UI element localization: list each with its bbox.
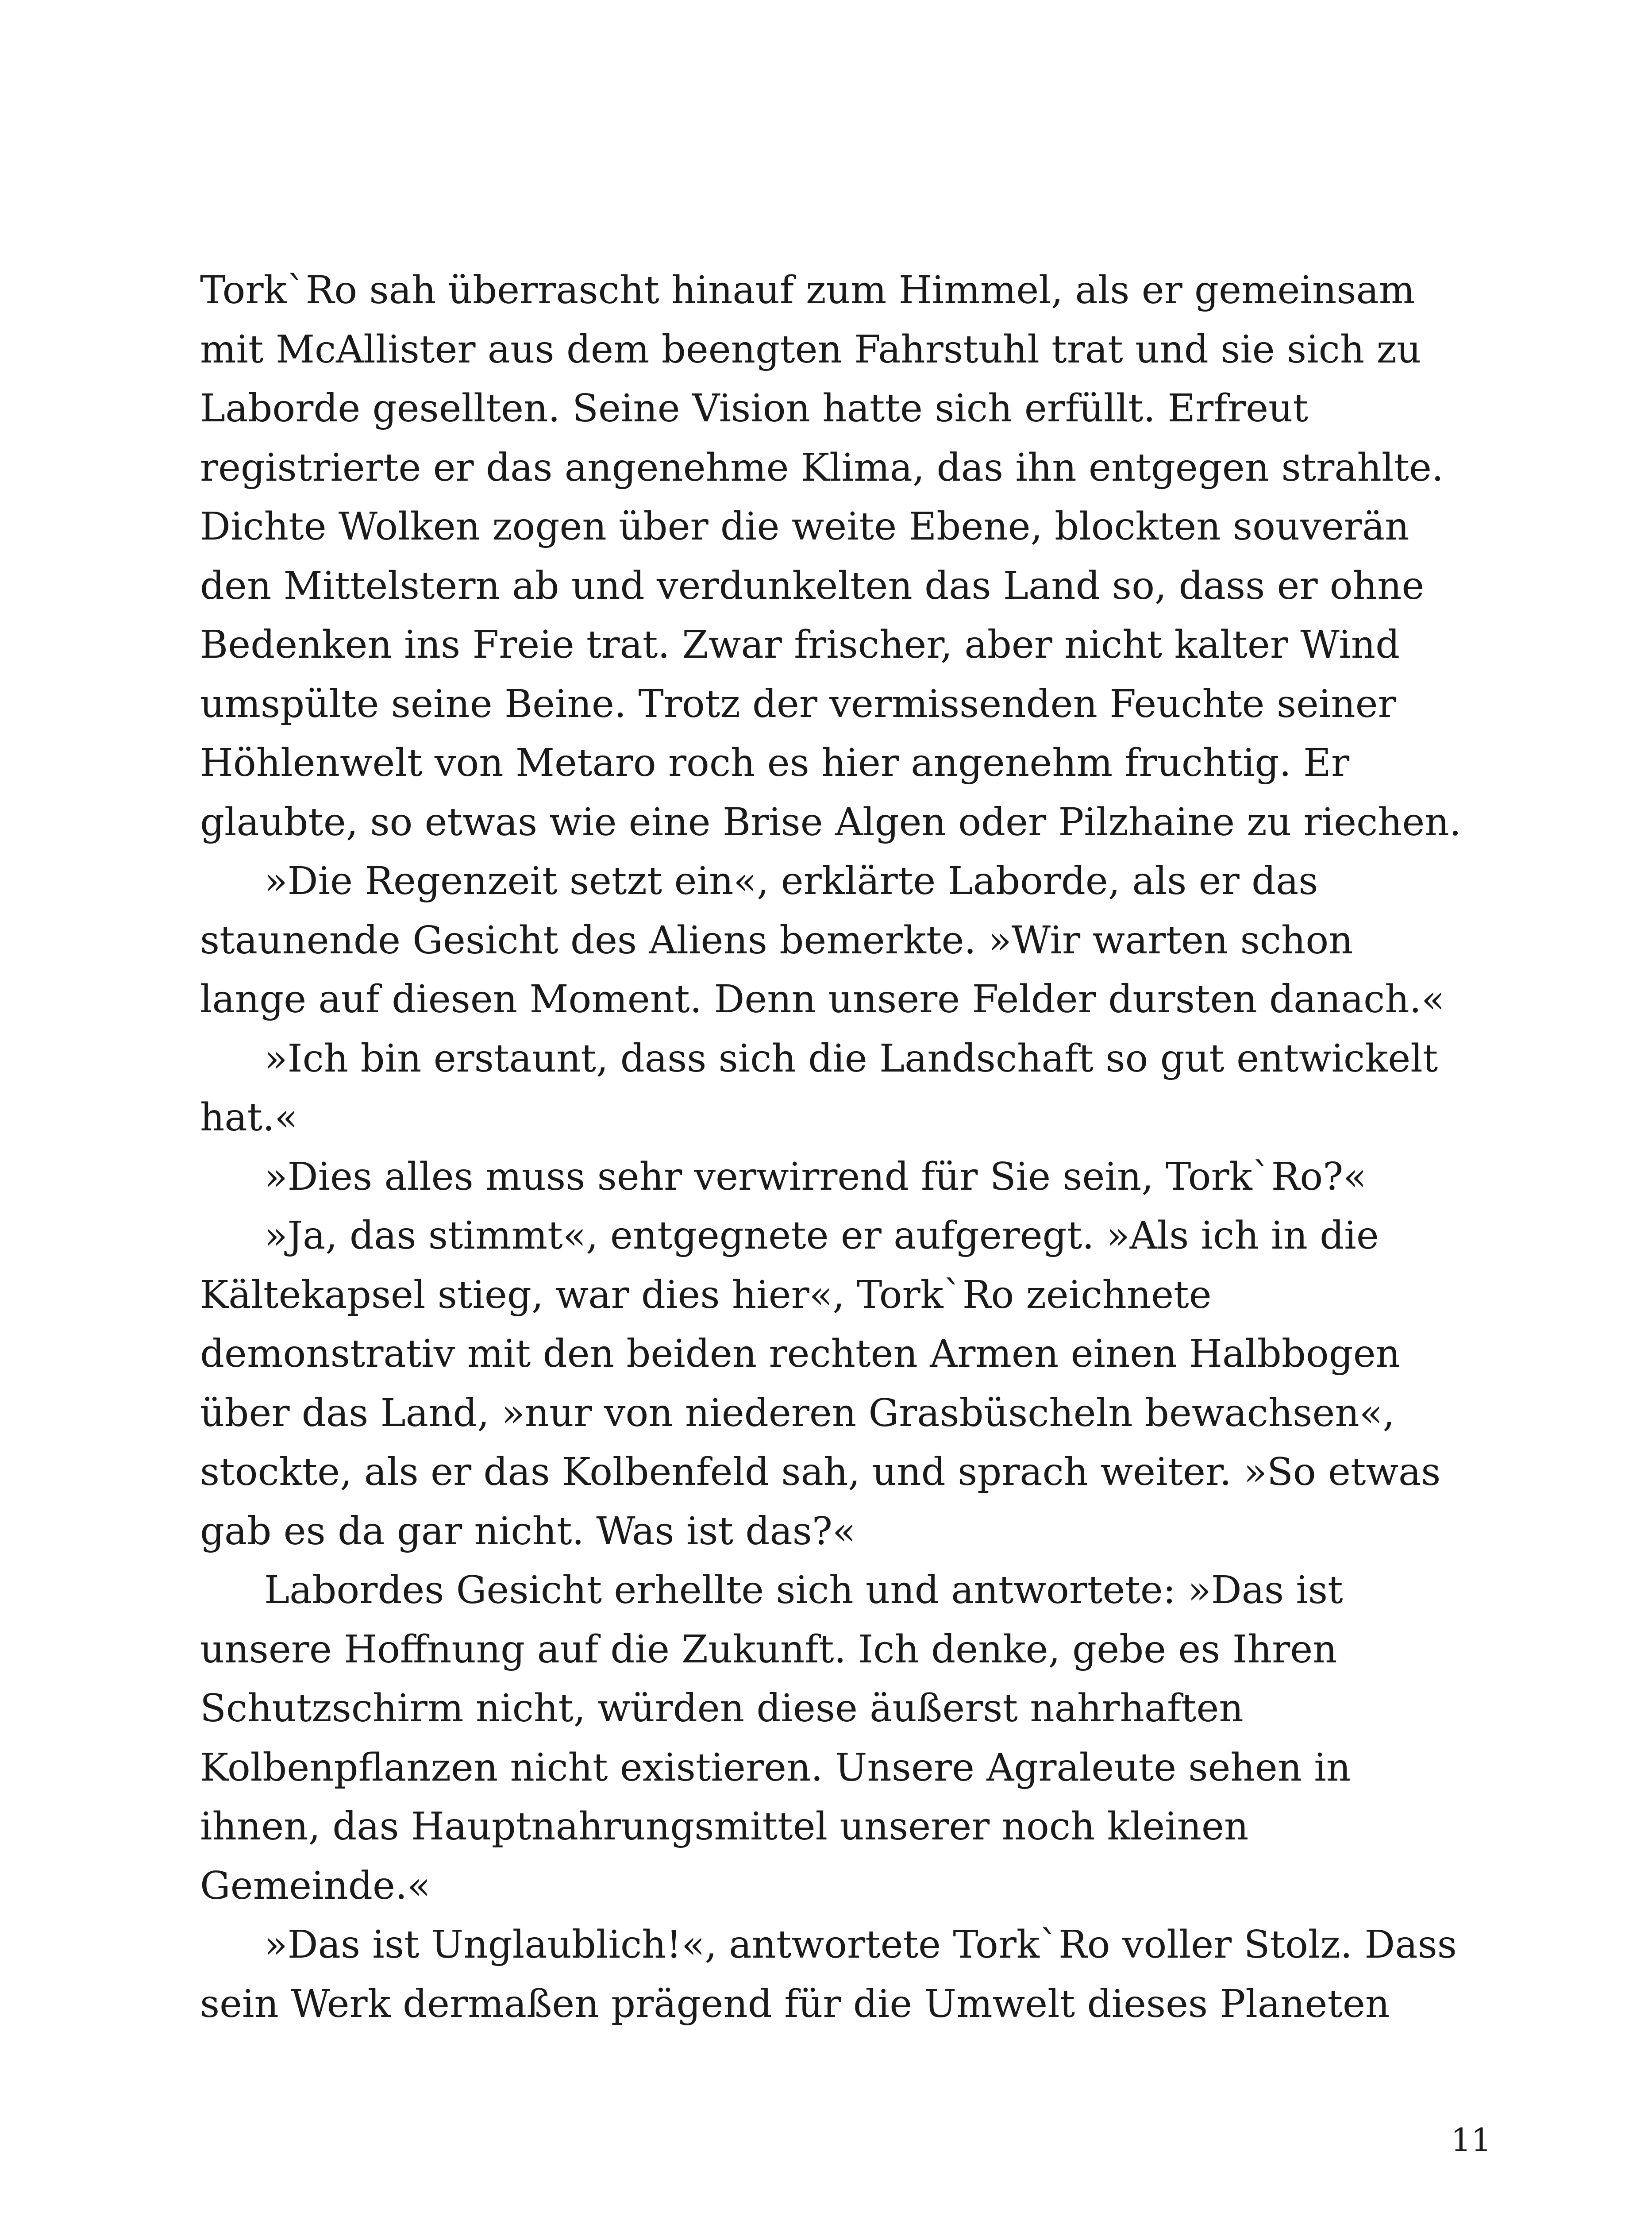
text-line: Gemeinde.« (200, 1863, 431, 1908)
paragraph-start-line: »Dies alles muss sehr verwirrend für Sie sein, Tork`Ro?« (264, 1154, 1367, 1199)
text-line: Laborde gesellten. Seine Vision hatte sich erfüllt. Erfreut (200, 386, 1308, 431)
body-text (200, 261, 1492, 2034)
paragraph-start-line: »Das ist Unglaublich!«, antwortete Tork`Ro voller Stolz. Dass (264, 1923, 1457, 1967)
paragraph-start-line: Labordes Gesicht erhellte sich und antwortete: »Das ist (264, 1568, 1343, 1612)
text-line: lange auf diesen Moment. Denn unsere Felder dursten danach.« (200, 977, 1445, 1022)
text-line: über das Land, »nur von niederen Grasbüscheln bewachsen«, (200, 1391, 1395, 1435)
paragraph-start-line: »Die Regenzeit setzt ein«, erklärte Laborde, als er das (264, 859, 1318, 903)
text-line: ihnen, das Hauptnahrungsmittel unserer noch kleinen (200, 1804, 1249, 1849)
text-line: Kältekapsel stieg, war dies hier«, Tork`Ro zeichnete (200, 1272, 1212, 1317)
paragraph-start-line: »Ja, das stimmt«, entgegnete er aufgeregt. »Als ich in die (264, 1214, 1379, 1258)
text-line: hat.« (200, 1095, 298, 1140)
text-line: gab es da gar nicht. Was ist das?« (200, 1509, 856, 1554)
text-line: sein Werk dermaßen prägend für die Umwelt dieses Planeten (200, 1982, 1390, 2026)
text-line: Bedenken ins Freie trat. Zwar frischer, aber nicht kalter Wind (200, 623, 1400, 667)
paragraph-start-line: »Ich bin erstaunt, dass sich die Landschaft so gut entwickelt (264, 1036, 1438, 1081)
text-line: umspülte seine Beine. Trotz der vermissenden Feuchte seiner (200, 682, 1396, 726)
text-line: unsere Hoffnung auf die Zukunft. Ich denke, gebe es Ihren (200, 1627, 1337, 1672)
text-line: Höhlenwelt von Metaro roch es hier angenehm fruchtig. Er (200, 741, 1350, 785)
page-number: 11 (1451, 2121, 1491, 2159)
text-line: Dichte Wolken zogen über die weite Ebene, blockten souverän (200, 505, 1409, 549)
text-line: glaubte, so etwas wie eine Brise Algen oder Pilzhaine zu riechen. (200, 800, 1462, 844)
text-line: registrierte er das angenehme Klima, das ihn entgegen strahlte. (200, 445, 1444, 490)
text-line: den Mittelstern ab und verdunkelten das Land so, dass er ohne (200, 563, 1425, 608)
text-line: Kolbenpflanzen nicht existieren. Unsere Agraleute sehen in (200, 1745, 1351, 1790)
text-line: Schutzschirm nicht, würden diese äußerst nahrhaften (200, 1686, 1244, 1731)
text-line: Tork`Ro sah überrascht hinauf zum Himmel, als er gemeinsam (200, 268, 1415, 312)
text-line: demonstrativ mit den beiden rechten Armen einen Halbbogen (200, 1332, 1400, 1376)
text-line: stockte, als er das Kolbenfeld sah, und sprach weiter. »So etwas (200, 1450, 1441, 1494)
text-line: staunende Gesicht des Aliens bemerkte. »Wir warten schon (200, 918, 1353, 963)
text-line: mit McAllister aus dem beengten Fahrstuhl trat und sie sich zu (200, 327, 1421, 372)
